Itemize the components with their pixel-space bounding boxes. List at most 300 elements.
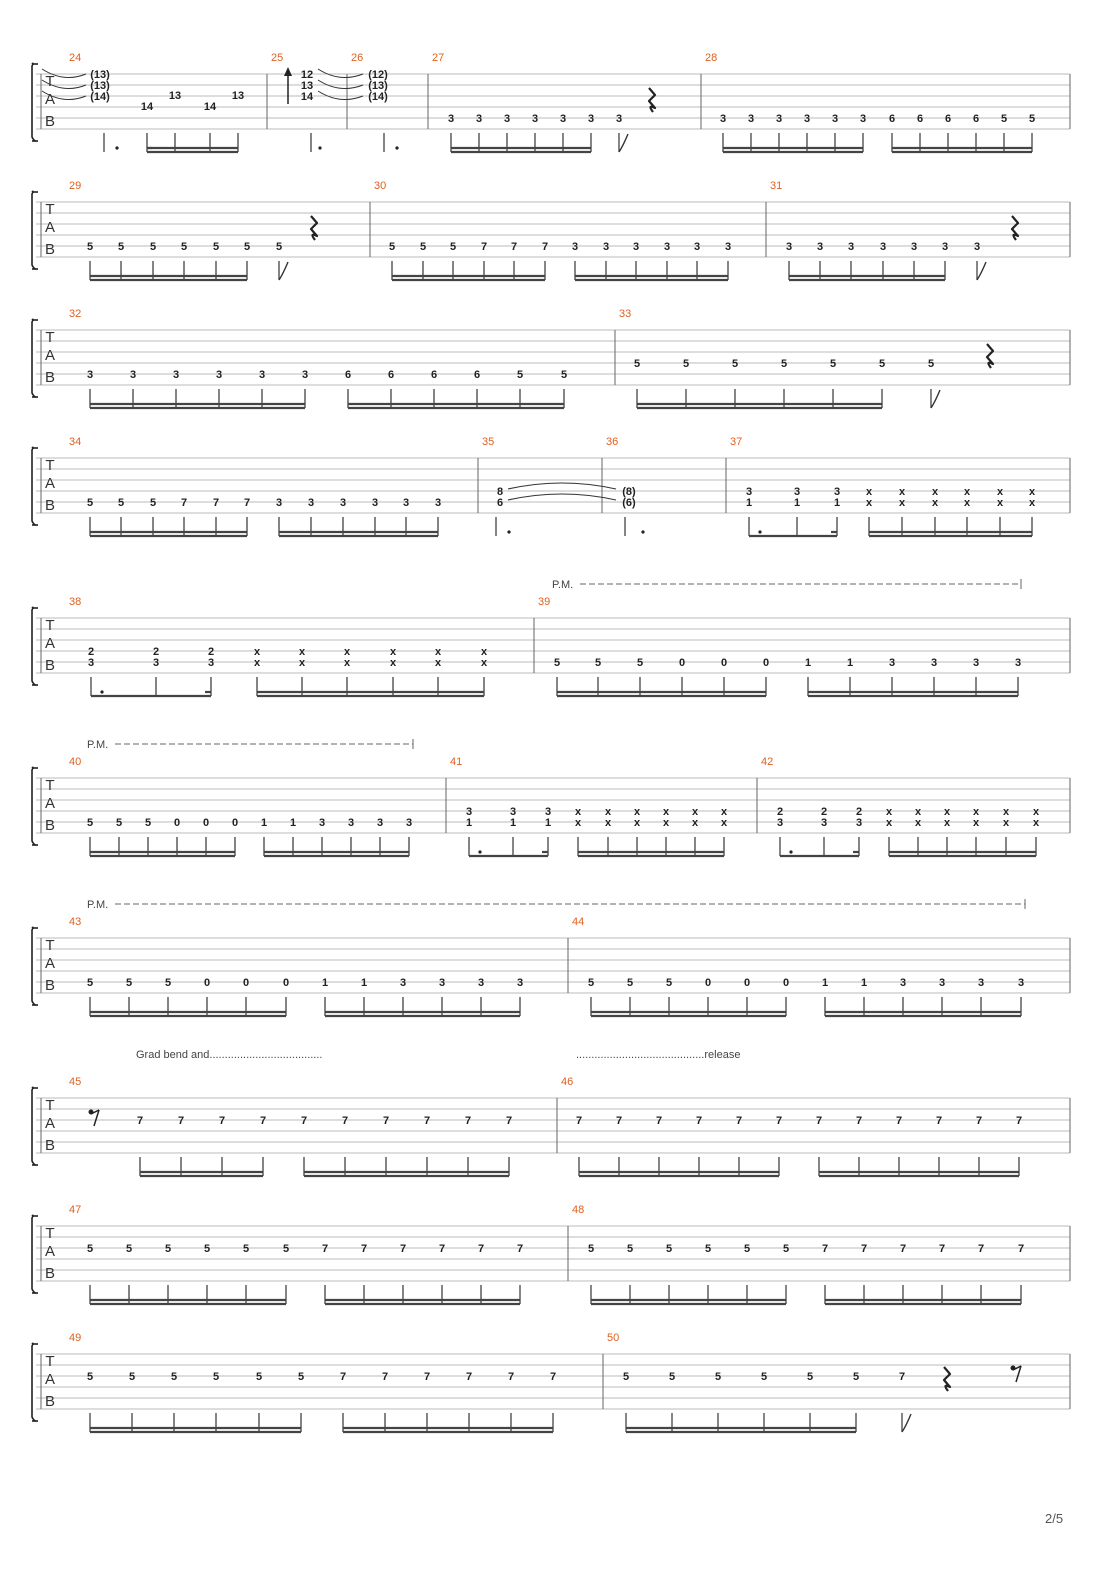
fret-number: 7 — [321, 1243, 329, 1255]
fret-number: 3 — [531, 113, 539, 125]
fret-number: 3 — [587, 113, 595, 125]
measure-number: 27 — [432, 52, 445, 64]
fret-number: 3 — [152, 657, 160, 669]
fret-number: 3 — [307, 497, 315, 509]
fret-number: x — [996, 497, 1004, 509]
augmentation-dot — [478, 850, 481, 853]
fret-number: x — [1002, 817, 1010, 829]
fret-number: x — [434, 646, 442, 658]
fret-number: 6 — [944, 113, 952, 125]
tab-clef-letter: B — [44, 241, 56, 258]
fret-number: 7 — [895, 1115, 903, 1127]
fret-number: x — [434, 657, 442, 669]
tab-clef-letter: B — [44, 369, 56, 386]
fret-number: 0 — [231, 817, 239, 829]
fret-number: 3 — [503, 113, 511, 125]
fret-number: 5 — [86, 497, 94, 509]
tab-system — [32, 1087, 1070, 1165]
fret-number: 7 — [465, 1371, 473, 1383]
fret-number: 8 — [496, 486, 504, 498]
fret-number: 3 — [215, 369, 223, 381]
tab-clef-letter: T — [45, 73, 55, 90]
fret-number: x — [298, 657, 306, 669]
fret-number: 3 — [785, 241, 793, 253]
fret-number: x — [720, 817, 728, 829]
augmentation-dot — [641, 530, 644, 533]
measure-number: 37 — [730, 436, 743, 448]
fret-number: x — [1028, 497, 1036, 509]
fret-number: x — [604, 817, 612, 829]
fret-number: 3 — [745, 486, 753, 498]
fret-number: x — [1032, 806, 1040, 818]
fret-number: 14 — [300, 91, 314, 103]
fret-number: 7 — [541, 241, 549, 253]
fret-number: (12) — [368, 69, 388, 81]
fret-number: 0 — [282, 977, 290, 989]
fret-number: 7 — [243, 497, 251, 509]
system-bracket — [32, 319, 36, 397]
fret-number: 12 — [300, 69, 314, 81]
fret-number: 5 — [86, 1371, 94, 1383]
fret-number: 0 — [704, 977, 712, 989]
fret-number: 7 — [1015, 1115, 1023, 1127]
fret-number: 3 — [1014, 657, 1022, 669]
fret-number: x — [662, 806, 670, 818]
palm-mute-label: P.M. — [552, 579, 574, 591]
fret-number: x — [298, 646, 306, 658]
fret-number: 3 — [172, 369, 180, 381]
fret-number: 5 — [760, 1371, 768, 1383]
fret-number: 13 — [300, 80, 314, 92]
augmentation-dot — [507, 530, 510, 533]
fret-number: 2 — [207, 646, 215, 658]
fret-number: 7 — [423, 1115, 431, 1127]
measure-number: 47 — [69, 1204, 82, 1216]
fret-number: x — [389, 657, 397, 669]
fret-number: 3 — [207, 657, 215, 669]
fret-number: 5 — [128, 1371, 136, 1383]
augmentation-dot — [758, 530, 761, 533]
augmentation-dot — [318, 146, 321, 149]
fret-number: x — [898, 497, 906, 509]
tab-clef-letter: A — [44, 955, 56, 972]
fret-number: 7 — [516, 1243, 524, 1255]
fret-number: x — [885, 817, 893, 829]
system-bracket — [32, 1087, 36, 1165]
fret-number: 5 — [622, 1371, 630, 1383]
measure-number: 34 — [69, 436, 82, 448]
fret-number: 7 — [507, 1371, 515, 1383]
tab-clef-letter: T — [45, 777, 55, 794]
tie-arc — [508, 483, 616, 489]
measure-number: 36 — [606, 436, 619, 448]
fret-number: 3 — [301, 369, 309, 381]
fret-number: 3 — [438, 977, 446, 989]
fret-number: 5 — [626, 1243, 634, 1255]
measure-number: 29 — [69, 180, 82, 192]
fret-number: 3 — [544, 806, 552, 818]
bend-arrow-head — [284, 67, 292, 76]
fret-number: 5 — [852, 1371, 860, 1383]
fret-number: 3 — [803, 113, 811, 125]
fret-number: 6 — [496, 497, 504, 509]
measure-number: 50 — [607, 1332, 620, 1344]
fret-number: 3 — [571, 241, 579, 253]
fret-number: 5 — [665, 977, 673, 989]
fret-number: 5 — [587, 1243, 595, 1255]
palm-mute-label: P.M. — [87, 739, 109, 751]
measure-number: 39 — [538, 596, 551, 608]
fret-number: 3 — [516, 977, 524, 989]
fret-number: 5 — [255, 1371, 263, 1383]
fret-number: 3 — [831, 113, 839, 125]
fret-number: 3 — [910, 241, 918, 253]
fret-number: 1 — [289, 817, 297, 829]
tab-clef-letter: B — [44, 817, 56, 834]
fret-number: x — [996, 486, 1004, 498]
tab-clef-letter: A — [44, 219, 56, 236]
fret-number: 3 — [559, 113, 567, 125]
fret-number: 3 — [465, 806, 473, 818]
system-bracket — [32, 447, 36, 525]
fret-number: 3 — [87, 657, 95, 669]
fret-number: 7 — [977, 1243, 985, 1255]
fret-number: 6 — [387, 369, 395, 381]
fret-number: 5 — [594, 657, 602, 669]
fret-number: 5 — [553, 657, 561, 669]
fret-number: 7 — [655, 1115, 663, 1127]
fret-number: 5 — [1000, 113, 1008, 125]
tab-clef-letter: B — [44, 113, 56, 130]
fret-number: 3 — [129, 369, 137, 381]
fret-number: 5 — [419, 241, 427, 253]
tab-clef-letter: A — [44, 795, 56, 812]
fret-number: x — [943, 806, 951, 818]
fret-number: 7 — [180, 497, 188, 509]
fret-number: 0 — [678, 657, 686, 669]
fret-number: 7 — [935, 1115, 943, 1127]
fret-number: 1 — [509, 817, 517, 829]
fret-number: 3 — [632, 241, 640, 253]
note-flag — [977, 262, 986, 280]
fret-number: 7 — [821, 1243, 829, 1255]
fret-number: 6 — [430, 369, 438, 381]
measure-number: 30 — [374, 180, 387, 192]
note-flag — [931, 390, 940, 408]
tab-clef-letter: A — [44, 635, 56, 652]
fret-number: 3 — [347, 817, 355, 829]
tab-system — [32, 319, 1070, 397]
fret-number: 3 — [879, 241, 887, 253]
fret-number: 5 — [449, 241, 457, 253]
fret-number: 7 — [898, 1371, 906, 1383]
tab-clef-letter: T — [45, 457, 55, 474]
fret-number: 5 — [243, 241, 251, 253]
fret-number: 7 — [510, 241, 518, 253]
note-flag — [902, 1414, 911, 1432]
fret-number: 5 — [275, 241, 283, 253]
system-bracket — [32, 607, 36, 685]
fret-number: 7 — [735, 1115, 743, 1127]
palm-mute-label: P.M. — [87, 899, 109, 911]
fret-number: 5 — [86, 817, 94, 829]
tab-clef-letter: A — [44, 1115, 56, 1132]
fret-number: 7 — [438, 1243, 446, 1255]
fret-number: 3 — [509, 806, 517, 818]
fret-number: 7 — [480, 241, 488, 253]
fret-number: 3 — [833, 486, 841, 498]
system-bracket — [32, 63, 36, 141]
fret-number: x — [574, 806, 582, 818]
fret-number: x — [253, 646, 261, 658]
measure-number: 35 — [482, 436, 495, 448]
fret-number: 1 — [860, 977, 868, 989]
tab-clef-letter: A — [44, 347, 56, 364]
tab-system — [32, 1215, 1070, 1293]
measure-number: 46 — [561, 1076, 574, 1088]
fret-number: 3 — [888, 657, 896, 669]
tab-system — [32, 607, 1070, 685]
fret-number: 5 — [125, 1243, 133, 1255]
fret-number: 3 — [405, 817, 413, 829]
fret-number: 7 — [775, 1115, 783, 1127]
tab-clef-letter: T — [45, 937, 55, 954]
fret-number: 5 — [743, 1243, 751, 1255]
fret-number: 3 — [793, 486, 801, 498]
tab-clef-letter: T — [45, 201, 55, 218]
fret-number: 3 — [816, 241, 824, 253]
fret-number: 5 — [282, 1243, 290, 1255]
fret-number: 3 — [475, 113, 483, 125]
fret-number: x — [691, 806, 699, 818]
fret-number: 7 — [339, 1371, 347, 1383]
quarter-rest — [311, 216, 317, 240]
fret-number: x — [1032, 817, 1040, 829]
fret-number: x — [691, 817, 699, 829]
fret-number: 7 — [360, 1243, 368, 1255]
fret-number: 0 — [173, 817, 181, 829]
augmentation-dot — [789, 850, 792, 853]
fret-number: 1 — [360, 977, 368, 989]
note-flag — [619, 134, 628, 152]
fret-number: 3 — [275, 497, 283, 509]
fret-number: x — [662, 817, 670, 829]
tab-clef-letter: T — [45, 617, 55, 634]
fret-number: 7 — [549, 1371, 557, 1383]
measure-number: 41 — [450, 756, 463, 768]
tab-clef-letter: B — [44, 1393, 56, 1410]
measure-number: 40 — [69, 756, 82, 768]
fret-number: 6 — [972, 113, 980, 125]
fret-number: 5 — [878, 358, 886, 370]
system-bracket — [32, 191, 36, 269]
fret-number: 7 — [341, 1115, 349, 1127]
fret-number: 1 — [321, 977, 329, 989]
fret-number: 7 — [899, 1243, 907, 1255]
fret-number: 6 — [888, 113, 896, 125]
fret-number: 2 — [855, 806, 863, 818]
fret-number: 3 — [693, 241, 701, 253]
fret-number: 3 — [719, 113, 727, 125]
fret-number: 3 — [371, 497, 379, 509]
tab-system — [32, 927, 1070, 1005]
fret-number: 5 — [668, 1371, 676, 1383]
fret-number: 3 — [820, 817, 828, 829]
fret-number: 3 — [376, 817, 384, 829]
fret-number: 7 — [381, 1371, 389, 1383]
tab-system — [32, 447, 1070, 525]
fret-number: 5 — [633, 358, 641, 370]
fret-number: 5 — [626, 977, 634, 989]
fret-number: 1 — [745, 497, 753, 509]
fret-number: 5 — [164, 977, 172, 989]
tab-clef-letter: B — [44, 497, 56, 514]
fret-number: 0 — [203, 977, 211, 989]
fret-number: 3 — [776, 817, 784, 829]
fret-number: 7 — [975, 1115, 983, 1127]
fret-number: 7 — [938, 1243, 946, 1255]
fret-number: 3 — [402, 497, 410, 509]
fret-number: 5 — [829, 358, 837, 370]
fret-number: 5 — [86, 977, 94, 989]
system-bracket — [32, 1215, 36, 1293]
tab-clef-letter: A — [44, 1243, 56, 1260]
fret-number: 5 — [782, 1243, 790, 1255]
fret-number: 1 — [465, 817, 473, 829]
fret-number: 1 — [833, 497, 841, 509]
fret-number: 3 — [339, 497, 347, 509]
fret-number: 7 — [505, 1115, 513, 1127]
measure-number: 38 — [69, 596, 82, 608]
fret-number: x — [1028, 486, 1036, 498]
system-bracket — [32, 767, 36, 845]
fret-number: x — [898, 486, 906, 498]
system-bracket — [32, 927, 36, 1005]
fret-number: 5 — [665, 1243, 673, 1255]
fret-number: x — [963, 497, 971, 509]
fret-number: x — [253, 657, 261, 669]
fret-number: x — [480, 646, 488, 658]
fret-number: 7 — [259, 1115, 267, 1127]
fret-number: 7 — [855, 1115, 863, 1127]
measure-number: 42 — [761, 756, 774, 768]
measure-number: 31 — [770, 180, 783, 192]
fret-number: 1 — [846, 657, 854, 669]
fret-number: 7 — [423, 1371, 431, 1383]
fret-number: 3 — [447, 113, 455, 125]
fret-number: 5 — [212, 1371, 220, 1383]
fret-number: 6 — [344, 369, 352, 381]
fret-number: 5 — [164, 1243, 172, 1255]
page-number: 2/5 — [1045, 1511, 1064, 1526]
fret-number: x — [865, 497, 873, 509]
fret-number: x — [931, 486, 939, 498]
fret-number: 3 — [941, 241, 949, 253]
tab-clef-letter: B — [44, 1137, 56, 1154]
tab-clef-letter: B — [44, 657, 56, 674]
bend-annotation-end: ..........................................release — [576, 1049, 741, 1061]
fret-number: 5 — [927, 358, 935, 370]
measure-number: 26 — [351, 52, 364, 64]
measure-number: 43 — [69, 916, 82, 928]
fret-number: 3 — [972, 657, 980, 669]
fret-number: 14 — [203, 101, 217, 113]
fret-number: 5 — [780, 358, 788, 370]
fret-number: x — [1002, 806, 1010, 818]
fret-number: 5 — [149, 497, 157, 509]
fret-number: 5 — [117, 497, 125, 509]
tab-clef-letter: A — [44, 91, 56, 108]
fret-number: 5 — [636, 657, 644, 669]
fret-number: 3 — [855, 817, 863, 829]
fret-number: 0 — [720, 657, 728, 669]
fret-number: 13 — [168, 90, 182, 102]
augmentation-dot — [100, 690, 103, 693]
fret-number: 3 — [899, 977, 907, 989]
fret-number: 5 — [806, 1371, 814, 1383]
fret-number: 3 — [434, 497, 442, 509]
fret-number: 5 — [560, 369, 568, 381]
fret-number: 5 — [731, 358, 739, 370]
fret-number: 5 — [149, 241, 157, 253]
tab-clef-letter: B — [44, 977, 56, 994]
fret-number: 3 — [724, 241, 732, 253]
note-flag — [279, 262, 288, 280]
fret-number: x — [943, 817, 951, 829]
fret-number: (14) — [368, 91, 388, 103]
fret-number: 0 — [762, 657, 770, 669]
fret-number: x — [633, 817, 641, 829]
fret-number: 6 — [473, 369, 481, 381]
measure-number: 45 — [69, 1076, 82, 1088]
fret-number: x — [914, 817, 922, 829]
fret-number: x — [720, 806, 728, 818]
fret-number: 1 — [821, 977, 829, 989]
fret-number: 3 — [399, 977, 407, 989]
fret-number: 7 — [575, 1115, 583, 1127]
tab-clef-letter: T — [45, 1097, 55, 1114]
tab-clef-letter: T — [45, 1225, 55, 1242]
fret-number: 3 — [318, 817, 326, 829]
quarter-rest — [987, 344, 993, 368]
fret-number: x — [885, 806, 893, 818]
fret-number: 2 — [776, 806, 784, 818]
bend-annotation-start: Grad bend and..................................... — [136, 1049, 323, 1061]
fret-number: 14 — [140, 101, 154, 113]
fret-number: (6) — [622, 497, 636, 509]
fret-number: 5 — [212, 241, 220, 253]
tab-clef-letter: B — [44, 1265, 56, 1282]
quarter-rest — [1012, 216, 1018, 240]
fret-number: 5 — [180, 241, 188, 253]
fret-number: x — [480, 657, 488, 669]
fret-number: 3 — [602, 241, 610, 253]
fret-number: 0 — [782, 977, 790, 989]
fret-number: (8) — [622, 486, 636, 498]
fret-number: 5 — [86, 1243, 94, 1255]
fret-number: x — [914, 806, 922, 818]
fret-number: 3 — [847, 241, 855, 253]
fret-number: 7 — [695, 1115, 703, 1127]
fret-number: 5 — [86, 241, 94, 253]
fret-number: 5 — [144, 817, 152, 829]
fret-number: 7 — [1017, 1243, 1025, 1255]
measure-number: 25 — [271, 52, 284, 64]
tab-clef-letter: A — [44, 475, 56, 492]
fret-number: x — [389, 646, 397, 658]
tab-clef-letter: T — [45, 329, 55, 346]
fret-number: (13) — [90, 69, 110, 81]
